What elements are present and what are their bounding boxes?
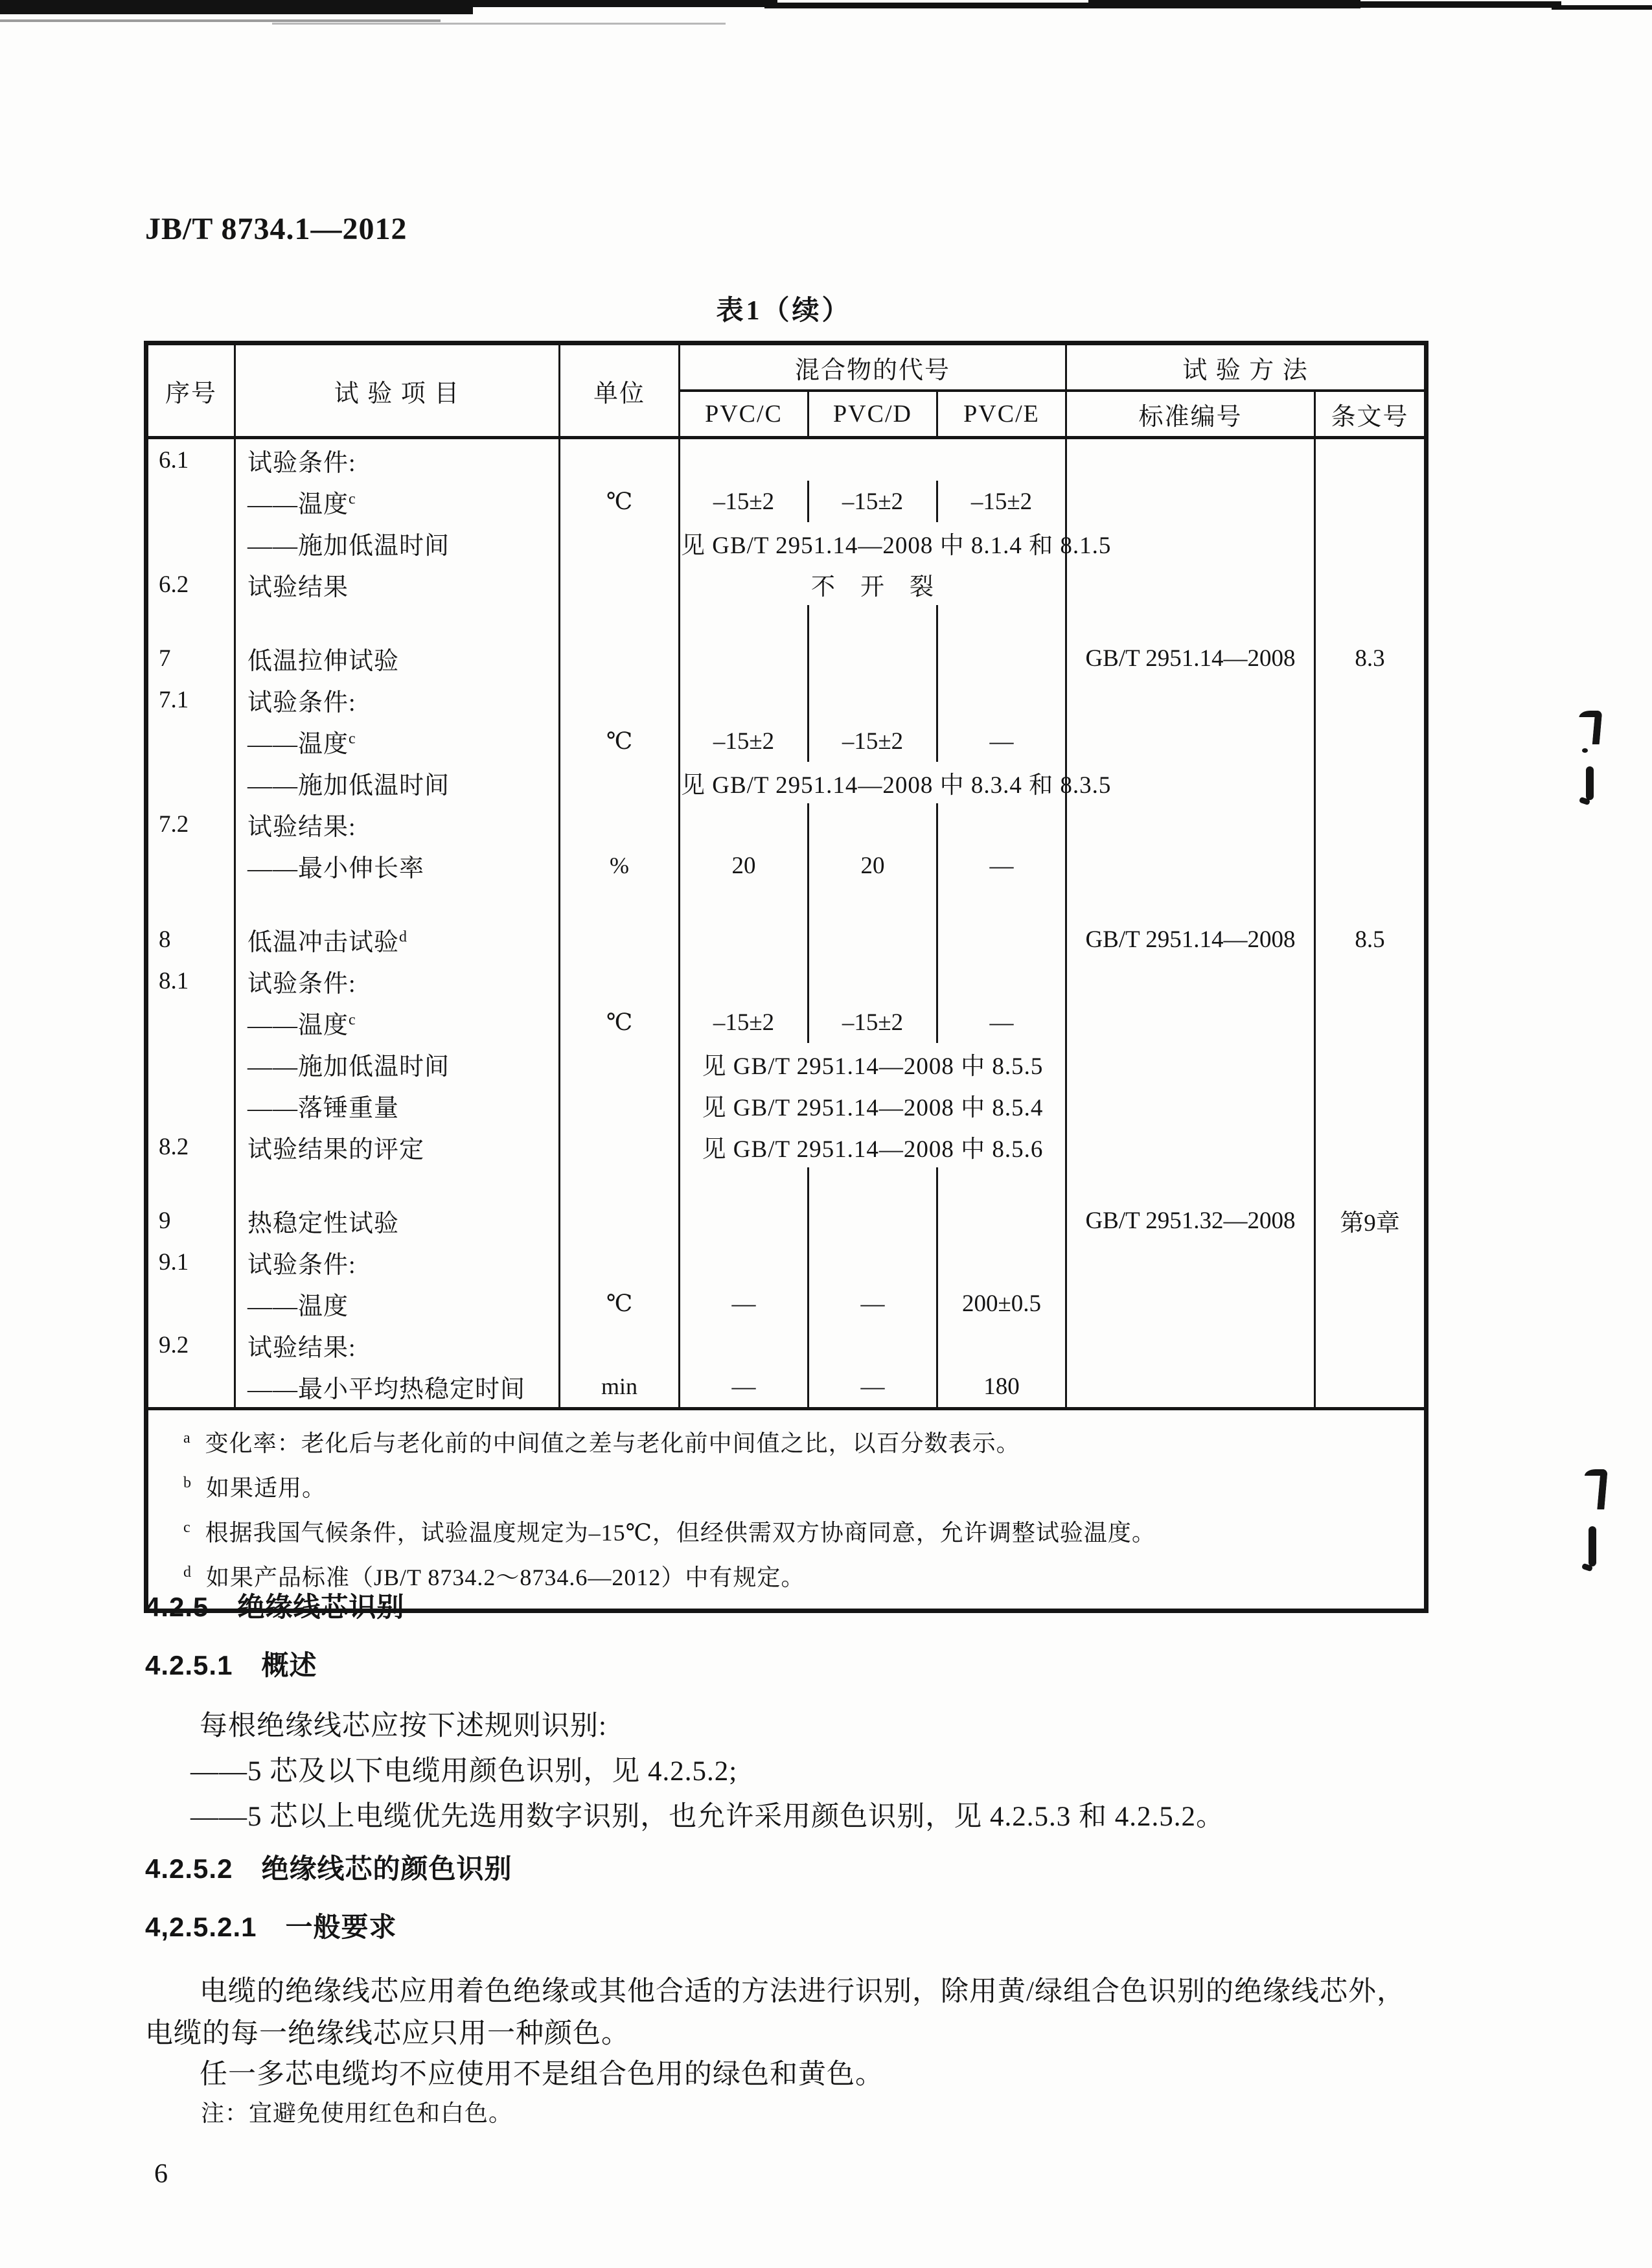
cell-pvc-c: — [680,1283,809,1324]
scan-artifact [1581,1469,1607,1509]
footnote-c: $^c$ 根据我国气候条件，试验温度规定为–15℃，但经供需双方协商同意，允许调整试验温度。 [183,1519,1156,1546]
scan-artifact [0,0,473,14]
cell-standard-number [1066,1084,1315,1126]
page-number: 6 [154,2159,168,2189]
table-body [146,438,1427,1409]
cell-unit: min [560,1366,680,1409]
cell-seq [146,845,235,886]
cell-pvc-e: — [937,1002,1066,1043]
cell-standard-number [1066,803,1315,845]
footnote-marker: b [183,1474,192,1491]
cell-seq: 8 [146,919,235,960]
scan-artifact [1552,5,1652,10]
header-method-group: 试 验 方 法 [1066,343,1427,391]
cell-test-item: 低温拉伸试验 [235,637,560,679]
cell-seq [146,1283,235,1324]
cell-test-item: ——最小伸长率 [235,845,560,886]
cell-unit [560,564,680,605]
cell-pvc-c: — [680,1366,809,1409]
cell-unit [560,1167,680,1200]
table-row [146,522,1427,564]
cell-pvc-d [809,637,937,679]
cell-pvc-c [680,919,809,960]
footnote-marker: d [183,1564,192,1581]
cell-test-item [235,605,560,637]
cell-clause-number [1315,1084,1427,1126]
cell-seq: 8.1 [146,960,235,1002]
cell-unit [560,637,680,679]
cell-test-item: 试验结果 [235,564,560,605]
cell-unit [560,919,680,960]
footnote-d: $^d$ 如果产品标准（JB/T 8734.2～8734.6—2012）中有规定。 [183,1564,805,1590]
cell-clause-number [1315,1126,1427,1167]
table-row [146,1084,1427,1126]
cell-test-item: ——温度 [235,1283,560,1324]
cell-pvc-c [680,960,809,1002]
cell-test-item: 试验条件: [235,1241,560,1283]
cell-test-item: ——落锤重量 [235,1084,560,1126]
cell-standard-number [1066,438,1315,481]
cell-unit [560,679,680,720]
cell-clause-number [1315,1366,1427,1409]
cell-standard-number [1066,1126,1315,1167]
cell-pvc-d: –15±2 [809,1002,937,1043]
cell-unit [560,960,680,1002]
table-row [146,960,1427,1002]
scan-artifact [1348,1,1561,8]
cell-standard-number [1066,564,1315,605]
header-pvc-c: PVC/C [680,391,809,438]
cell-test-item: 热稳定性试验 [235,1200,560,1241]
cell-clause-number [1315,605,1427,637]
cell-seq [146,886,235,919]
section-heading-4-2-5 [145,1586,1570,1625]
footnote-marker: a [183,1430,191,1447]
cell-test-item [235,1167,560,1200]
cell-clause-number [1315,1043,1427,1084]
cell-pvc-d: 20 [809,845,937,886]
table-row [146,481,1427,522]
paragraph-multicore: 任一多芯电缆均不应使用不是组合色用的绿色和黄色。 [200,2059,884,2090]
cell-unit [560,1241,680,1283]
cell-pvc-d [809,886,937,919]
cell-clause-number [1315,1241,1427,1283]
cell-clause-number [1315,803,1427,845]
scan-artifact [1088,0,1360,8]
scan-artifact [0,19,441,22]
cell-test-item: ——温度$^c$ [235,720,560,762]
bullet-number-identification: ——5 芯以上电缆优先选用数字识别，也允许采用颜色识别，见 4.2.5.3 和 4.2.5.2。 [190,1802,1224,1832]
table-row [146,637,1427,679]
cell-test-item: ——施加低温时间 [235,762,560,803]
cell-test-item: ——最小平均热稳定时间 [235,1366,560,1409]
cell-clause-number [1315,845,1427,886]
cell-unit: ℃ [560,481,680,522]
cell-pvc-c [680,1167,809,1200]
cell-unit [560,1324,680,1366]
cell-test-item: 试验条件: [235,438,560,481]
cell-seq [146,1366,235,1409]
cell-standard-number [1066,1167,1315,1200]
cell-standard-number [1066,1324,1315,1366]
cell-pvc-d [809,605,937,637]
cell-clause-number [1315,564,1427,605]
cell-pvc-e [937,1167,1066,1200]
footnote-row [146,1409,1427,1611]
cell-seq: 9.1 [146,1241,235,1283]
paragraph-general-line2: 电缆的每一绝缘线芯应只用一种颜色。 [145,2019,630,2049]
cell-pvc-e: — [937,845,1066,886]
cell-pvc-d [809,803,937,845]
scan-artifact [1577,711,1603,744]
cell-pvc-d [809,1324,937,1366]
cell-pvc-c [680,605,809,637]
cell-test-item: 试验结果: [235,1324,560,1366]
test-requirements-table [144,341,1428,1613]
cell-seq: 9 [146,1200,235,1241]
superscript-note-ref: c [349,1011,356,1028]
cell-unit [560,1126,680,1167]
section-number: 4.2.5.2 [145,1853,233,1884]
cell-clause-number [1315,1002,1427,1043]
section-heading-4-2-5-2 [145,1848,1570,1886]
table-row [146,1324,1427,1366]
cell-test-item [235,886,560,919]
cell-pvc-d [809,919,937,960]
cell-unit [560,522,680,564]
cell-standard-number [1066,845,1315,886]
cell-seq: 7.2 [146,803,235,845]
cell-unit [560,1084,680,1126]
cell-unit [560,1200,680,1241]
cell-seq [146,762,235,803]
table-row [146,1167,1427,1200]
cell-standard-number [1066,720,1315,762]
cell-seq: 6.2 [146,564,235,605]
cell-seq: 8.2 [146,1126,235,1167]
cell-clause-number [1315,522,1427,564]
scan-artifact [764,3,1101,8]
cell-pvc-c: –15±2 [680,1002,809,1043]
table-row [146,564,1427,605]
cell-standard-number [1066,481,1315,522]
cell-pvc-span: 见 GB/T 2951.14—2008 中 8.1.4 和 8.1.5 [680,522,1066,564]
cell-clause-number [1315,960,1427,1002]
cell-standard-number [1066,886,1315,919]
section-heading-4-2-5-2-1 [145,1906,1570,1945]
cell-standard-number [1066,1241,1315,1283]
cell-pvc-e: 200±0.5 [937,1283,1066,1324]
cell-standard-number [1066,960,1315,1002]
table-row [146,720,1427,762]
cell-clause-number [1315,762,1427,803]
table-row [146,919,1427,960]
table-row [146,1283,1427,1324]
cell-unit [560,803,680,845]
table-row [146,1043,1427,1084]
cell-clause-number [1315,720,1427,762]
cell-test-item: ——施加低温时间 [235,522,560,564]
cell-clause-number [1315,1324,1427,1366]
cell-unit: ℃ [560,1283,680,1324]
note-text: 注：宜避免使用红色和白色。 [201,2100,513,2126]
cell-test-item: 试验结果: [235,803,560,845]
table-row [146,762,1427,803]
cell-pvc-e [937,919,1066,960]
cell-pvc-d [809,679,937,720]
cell-clause-number [1315,438,1427,481]
cell-pvc-e: 180 [937,1366,1066,1409]
cell-seq: 6.1 [146,438,235,481]
header-unit: 单位 [560,343,680,438]
cell-test-item: 试验条件: [235,679,560,720]
cell-clause-number: 8.3 [1355,645,1385,672]
cell-standard-number [1066,1366,1315,1409]
table-row [146,1200,1427,1241]
cell-pvc-e [937,1324,1066,1366]
cell-test-item: ——施加低温时间 [235,1043,560,1084]
section-number: 4.2.5.1 [145,1650,233,1680]
section-heading-4-2-5-1 [145,1644,1570,1683]
header-test-item: 试 验 项 目 [235,343,560,438]
cell-pvc-d [809,960,937,1002]
section-title: 概述 [261,1650,317,1680]
table-row [146,605,1427,637]
cell-clause-number [1315,1283,1427,1324]
cell-pvc-d [809,1200,937,1241]
cell-pvc-span: 见 GB/T 2951.14—2008 中 8.3.4 和 8.3.5 [680,762,1066,803]
cell-pvc-e [937,605,1066,637]
cell-test-item: ——温度$^c$ [235,481,560,522]
table-row [146,1126,1427,1167]
footnote-a: $^a$ 变化率：老化后与老化前的中间值之差与老化前中间值之比，以百分数表示。 [183,1430,1020,1456]
footnote-marker: c [183,1519,191,1536]
header-standard-number: 标准编号 [1066,391,1315,438]
cell-seq [146,1167,235,1200]
section-title: 绝缘线芯的颜色识别 [261,1853,512,1884]
bullet-color-identification: ——5 芯及以下电缆用颜色识别，见 4.2.5.2; [190,1756,738,1787]
scan-artifact [473,0,777,7]
cell-pvc-c [680,637,809,679]
cell-clause-number: 8.5 [1355,926,1385,953]
cell-test-item: 低温冲击试验$^d$ [235,919,560,960]
superscript-note-ref: c [349,729,356,747]
cell-test-item: 试验结果的评定 [235,1126,560,1167]
cell-pvc-d [809,1167,937,1200]
paragraph-intro: 每根绝缘线芯应按下述规则识别: [200,1711,607,1741]
cell-pvc-e: — [937,720,1066,762]
cell-unit: % [560,845,680,886]
cell-pvc-e [937,803,1066,845]
table-row [146,886,1427,919]
scan-artifact [1589,1526,1596,1566]
cell-standard-number [1066,679,1315,720]
cell-unit [560,886,680,919]
superscript-note-ref: c [349,490,356,507]
cell-pvc-e [937,679,1066,720]
scan-artifact [272,23,726,25]
cell-pvc-d: — [809,1366,937,1409]
cell-unit: ℃ [560,720,680,762]
cell-pvc-e [937,637,1066,679]
cell-pvc-c [680,886,809,919]
cell-standard-number: GB/T 2951.14—2008 [1066,637,1315,679]
cell-standard-number [1066,1283,1315,1324]
cell-seq [146,481,235,522]
cell-pvc-span [680,438,1066,481]
cell-seq: 7.1 [146,679,235,720]
cell-unit [560,762,680,803]
cell-unit: ℃ [560,1002,680,1043]
header-pvc-e: PVC/E [937,391,1066,438]
scan-artifact [1582,748,1588,753]
cell-pvc-span: 见 GB/T 2951.14—2008 中 8.5.6 [680,1126,1066,1167]
header-seq: 序号 [146,343,235,438]
cell-pvc-d: — [809,1283,937,1324]
cell-pvc-e [937,886,1066,919]
table-row [146,1002,1427,1043]
table-row [146,1241,1427,1283]
cell-seq [146,720,235,762]
cell-seq [146,1002,235,1043]
cell-unit [560,1043,680,1084]
cell-clause-number [1315,886,1427,919]
table-row [146,845,1427,886]
section-number: 4.2.5 [145,1592,209,1622]
footnote-b: $^b$ 如果适用。 [183,1474,327,1501]
cell-seq [146,605,235,637]
cell-standard-number [1066,1043,1315,1084]
cell-pvc-span: 见 GB/T 2951.14—2008 中 8.5.4 [680,1084,1066,1126]
cell-pvc-e [937,1241,1066,1283]
cell-seq: 9.2 [146,1324,235,1366]
cell-clause-number [1315,481,1427,522]
cell-unit [560,438,680,481]
cell-pvc-c: –15±2 [680,481,809,522]
section-title: 一般要求 [285,1912,397,1942]
header-pvc-d: PVC/D [809,391,937,438]
table-row [146,803,1427,845]
header-clause-number: 条文号 [1315,391,1427,438]
standard-number: JB/T 8734.1—2012 [145,212,407,246]
cell-seq: 7 [146,637,235,679]
cell-pvc-d [809,1241,937,1283]
cell-pvc-c [680,1241,809,1283]
header-mixture-group: 混合物的代号 [680,343,1066,391]
table-row [146,1366,1427,1409]
cell-seq [146,522,235,564]
scan-artifact [1586,766,1594,800]
cell-standard-number [1066,1002,1315,1043]
cell-pvc-c [680,679,809,720]
paragraph-general-line1: 电缆的绝缘线芯应用着色绝缘或其他合适的方法进行识别，除用黄/绿组合色识别的绝缘线芯外， [200,1976,1405,2007]
section-number: 4,2.5.2.1 [145,1912,257,1942]
cell-pvc-span: 见 GB/T 2951.14—2008 中 8.5.5 [680,1043,1066,1084]
cell-standard-number: GB/T 2951.14—2008 [1066,919,1315,960]
cell-seq [146,1043,235,1084]
cell-test-item: ——温度$^c$ [235,1002,560,1043]
cell-test-item: 试验条件: [235,960,560,1002]
cell-pvc-d: –15±2 [809,481,937,522]
table-row [146,679,1427,720]
table-row [146,438,1427,481]
cell-pvc-e: –15±2 [937,481,1066,522]
cell-clause-number [1315,1167,1427,1200]
cell-pvc-c: 20 [680,845,809,886]
cell-unit [560,605,680,637]
cell-pvc-c [680,803,809,845]
cell-pvc-c [680,1324,809,1366]
table-title: 表1（续） [716,296,852,326]
section-title: 绝缘线芯识别 [237,1592,405,1622]
footnote-area [146,1409,1427,1611]
cell-clause-number [1315,679,1427,720]
cell-pvc-e [937,960,1066,1002]
cell-clause-number: 第9章 [1340,1210,1400,1237]
cell-pvc-c: –15±2 [680,720,809,762]
cell-pvc-span: 不 开 裂 [680,564,1066,605]
cell-pvc-d: –15±2 [809,720,937,762]
cell-standard-number [1066,605,1315,637]
cell-standard-number: GB/T 2951.32—2008 [1066,1200,1315,1241]
cell-seq [146,1084,235,1126]
superscript-note-ref: d [399,928,408,945]
cell-pvc-e [937,1200,1066,1241]
table-header [146,343,1427,438]
cell-pvc-c [680,1200,809,1241]
